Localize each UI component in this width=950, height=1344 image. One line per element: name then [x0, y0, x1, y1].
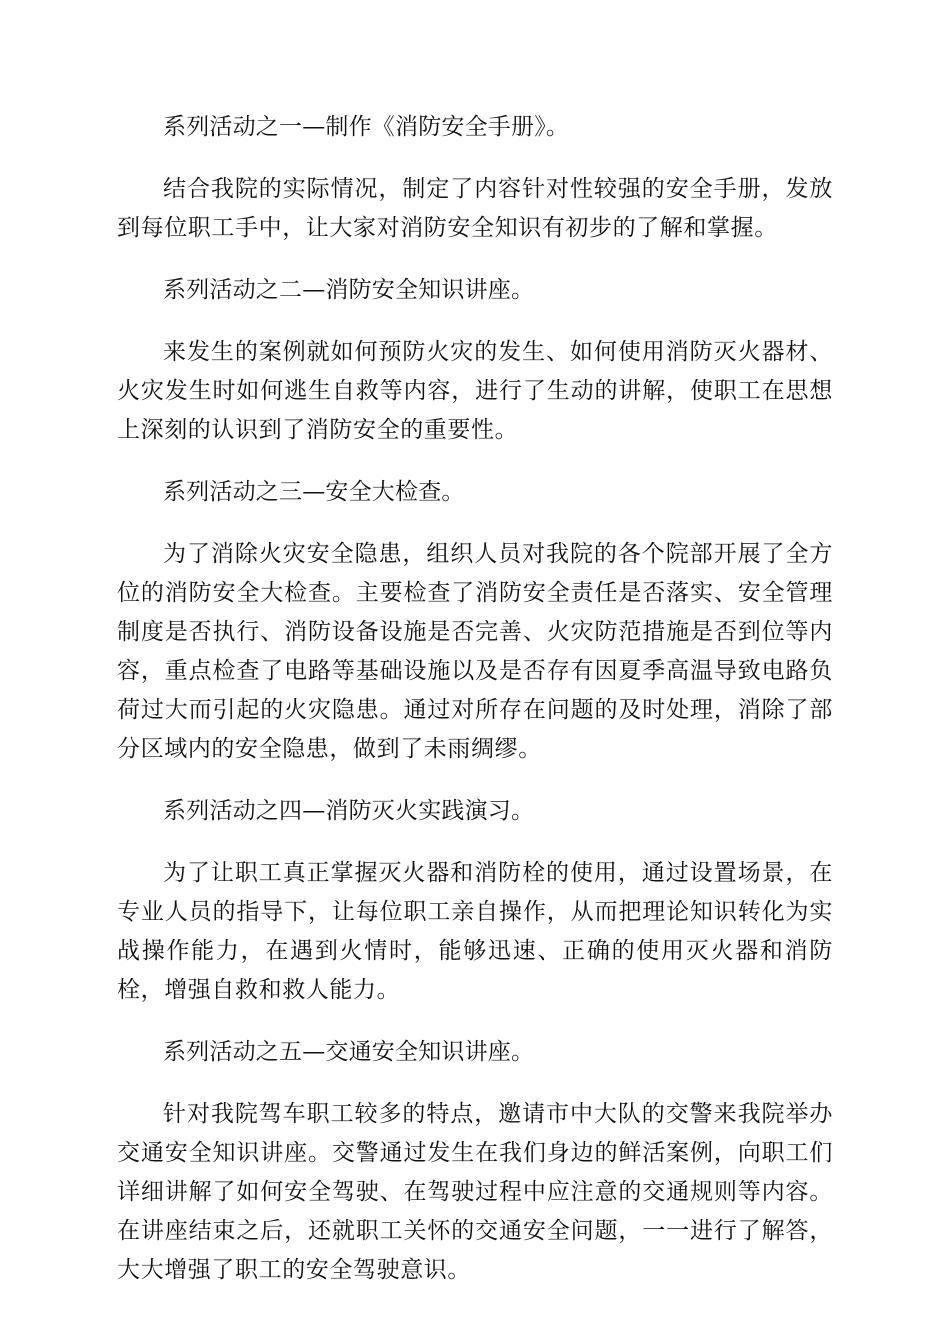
section-heading-1: 系列活动之一—制作《消防安全手册》。 — [163, 114, 570, 140]
document-page — [117, 108, 833, 1313]
section-heading-5: 系列活动之五—交通安全知识讲座。 — [163, 1039, 535, 1065]
section-heading-2: 系列活动之二—消防安全知识讲座。 — [163, 277, 535, 303]
body-paragraph-2: 来发生的案例就如何预防火灾的发生、如何使用消防灭火器材、火灾发生时如何逃生自救等内容，进行了生动的讲解，使职工在思想上深刻的认识到了消防安全的重要性。 — [117, 339, 833, 443]
body-paragraph-4: 为了让职工真正掌握灭火器和消防栓的使用，通过设置场景，在专业人员的指导下，让每位职工亲自操作，从而把理论知识转化为实战操作能力，在遇到火情时，能够迅速、正确的使用灭火器和消防栓，增强自救和救人能力。 — [117, 860, 833, 1003]
body-paragraph-3: 为了消除火灾安全隐患，组织人员对我院的各个院部开展了全方位的消防安全大检查。主要检查了消防安全责任是否落实、安全管理制度是否执行、消防设备设施是否完善、火灾防范措施是否到位等内容，重点检查了电路等基础设施以及是否存有因夏季高温导致电路负荷过大而引起的火灾隐患。通过对所存在问题的及时处理，消除了部分区域内的安全隐患，做到了未雨绸缪。 — [117, 541, 833, 762]
section-heading-4: 系列活动之四—消防灭火实践演习。 — [163, 798, 535, 824]
section-heading-3: 系列活动之三—安全大检查。 — [163, 479, 465, 505]
body-paragraph-1: 结合我院的实际情况，制定了内容针对性较强的安全手册，发放到每位职工手中，让大家对消防安全知识有初步的了解和掌握。 — [117, 176, 833, 241]
body-paragraph-5: 针对我院驾车职工较多的特点，邀请市中大队的交警来我院举办交通安全知识讲座。交警通过发生在我们身边的鲜活案例，向职工们详细讲解了如何安全驾驶、在驾驶过程中应注意的交通规则等内容。在讲座结束之后，还就职工关怀的交通安全问题，一一进行了解答，大大增强了职工的安全驾驶意识。 — [117, 1101, 833, 1283]
